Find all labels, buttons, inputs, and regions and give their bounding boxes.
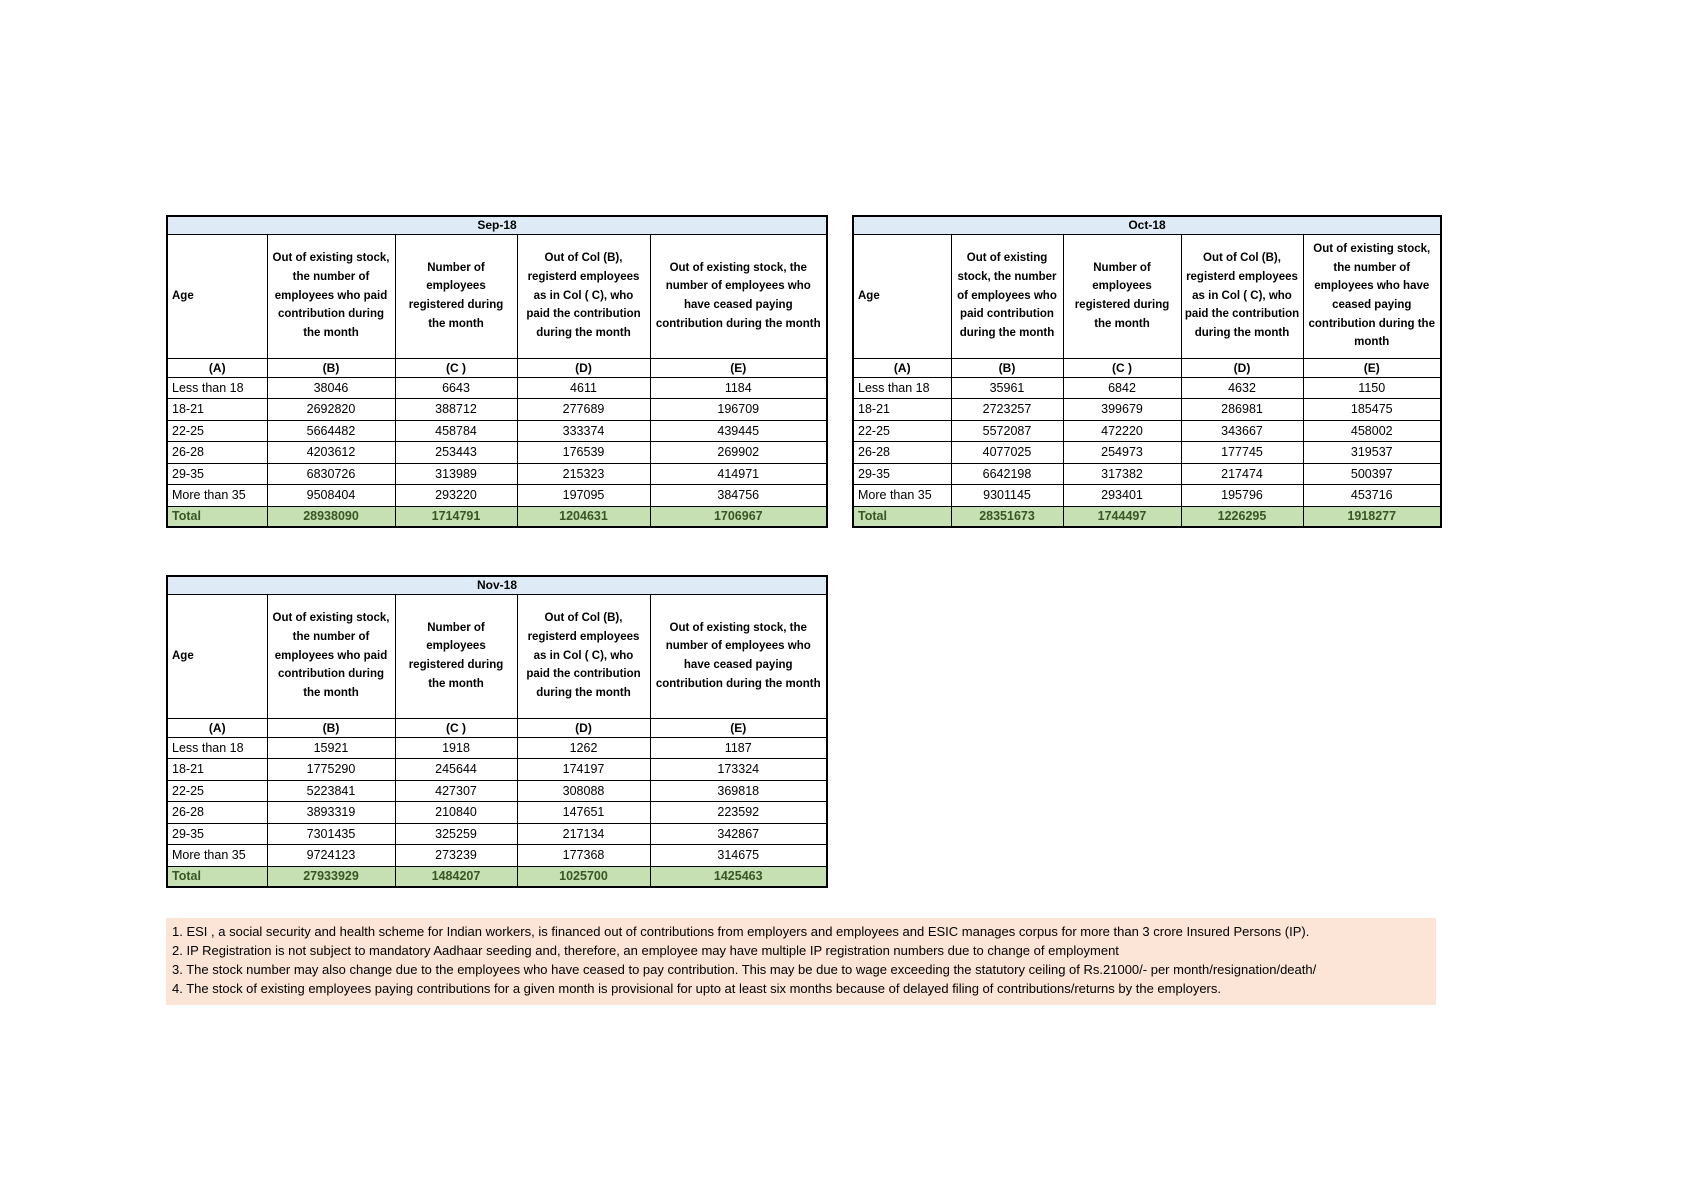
footnote-1: 1. ESI , a social security and health scheme for Indian workers, is financed out of contributions from employers and employees and ESIC manages corpus for more than 3 crore Insured Persons (IP). <box>172 924 1310 939</box>
col-letter-b: (B) <box>267 718 395 737</box>
value-cell: 5572087 <box>951 420 1063 442</box>
total-label: Total <box>167 866 267 887</box>
age-cell: 22-25 <box>167 780 267 802</box>
col-letter-b: (B) <box>951 358 1063 377</box>
value-cell: 5223841 <box>267 780 395 802</box>
value-cell: 195796 <box>1181 485 1303 507</box>
value-cell: 6642198 <box>951 463 1063 485</box>
month-title: Nov-18 <box>167 576 827 594</box>
total-value: 28938090 <box>267 506 395 527</box>
total-value: 1918277 <box>1303 506 1441 527</box>
column-letter-row <box>167 358 827 377</box>
col-letter-e: (E) <box>650 718 827 737</box>
col-letter-d: (D) <box>517 718 650 737</box>
total-value: 28351673 <box>951 506 1063 527</box>
age-cell: 18-21 <box>167 759 267 781</box>
col-header-paid-contribution: Out of existing stock, the number of employees who paid contribution during the month <box>267 594 395 718</box>
table-row <box>853 463 1441 485</box>
age-cell: 26-28 <box>167 442 267 464</box>
value-cell: 215323 <box>517 463 650 485</box>
col-letter-c: (C ) <box>1063 358 1181 377</box>
value-cell: 1187 <box>650 737 827 759</box>
table-nov-18 <box>166 575 828 888</box>
value-cell: 6643 <box>395 377 517 399</box>
month-title: Sep-18 <box>167 216 827 234</box>
age-cell: 22-25 <box>853 420 951 442</box>
col-letter-d: (D) <box>517 358 650 377</box>
age-cell: 18-21 <box>853 399 951 421</box>
age-cell: 29-35 <box>167 823 267 845</box>
age-cell: Less than 18 <box>167 377 267 399</box>
value-cell: 313989 <box>395 463 517 485</box>
col-header-registered: Number of employees registered during the month <box>395 594 517 718</box>
age-cell: More than 35 <box>167 485 267 507</box>
col-letter-b: (B) <box>267 358 395 377</box>
value-cell: 286981 <box>1181 399 1303 421</box>
total-value: 1714791 <box>395 506 517 527</box>
total-row <box>853 506 1441 527</box>
value-cell: 174197 <box>517 759 650 781</box>
col-letter-a: (A) <box>167 358 267 377</box>
table-row <box>167 802 827 824</box>
col-header-ceased-paying: Out of existing stock, the number of employees who have ceased paying contribution during the month <box>1303 234 1441 358</box>
table-row <box>853 420 1441 442</box>
age-cell: 18-21 <box>167 399 267 421</box>
column-header-row <box>853 234 1441 358</box>
col-header-registered-paid: Out of Col (B), registerd employees as in Col ( C), who paid the contribution during the month <box>517 234 650 358</box>
footnotes-block <box>166 918 1436 1005</box>
age-cell: 26-28 <box>853 442 951 464</box>
total-label: Total <box>167 506 267 527</box>
value-cell: 1775290 <box>267 759 395 781</box>
value-cell: 185475 <box>1303 399 1441 421</box>
table-row <box>167 442 827 464</box>
table-row <box>167 845 827 867</box>
table-row <box>167 420 827 442</box>
value-cell: 293401 <box>1063 485 1181 507</box>
table-row <box>167 399 827 421</box>
total-row <box>167 866 827 887</box>
footnote-2: 2. IP Registration is not subject to mandatory Aadhaar seeding and, therefore, an employee may have multiple IP registration numbers due to change of employment <box>172 943 1119 958</box>
col-header-age: Age <box>167 234 267 358</box>
month-title: Oct-18 <box>853 216 1441 234</box>
col-letter-c: (C ) <box>395 358 517 377</box>
col-header-registered: Number of employees registered during the month <box>395 234 517 358</box>
col-letter-d: (D) <box>1181 358 1303 377</box>
table-row <box>167 485 827 507</box>
value-cell: 176539 <box>517 442 650 464</box>
col-header-age: Age <box>853 234 951 358</box>
value-cell: 7301435 <box>267 823 395 845</box>
value-cell: 439445 <box>650 420 827 442</box>
column-header-row <box>167 234 827 358</box>
value-cell: 217134 <box>517 823 650 845</box>
age-cell: Less than 18 <box>167 737 267 759</box>
value-cell: 254973 <box>1063 442 1181 464</box>
col-header-age: Age <box>167 594 267 718</box>
value-cell: 308088 <box>517 780 650 802</box>
column-letter-row <box>167 718 827 737</box>
value-cell: 388712 <box>395 399 517 421</box>
value-cell: 9724123 <box>267 845 395 867</box>
value-cell: 6830726 <box>267 463 395 485</box>
value-cell: 177368 <box>517 845 650 867</box>
footnote-3: 3. The stock number may also change due to the employees who have ceased to pay contribution. This may be due to wage exceeding the statutory ceiling of Rs.21000/- per month/resignation/death/ <box>172 962 1317 977</box>
column-header-row <box>167 594 827 718</box>
total-value: 1226295 <box>1181 506 1303 527</box>
total-value: 1484207 <box>395 866 517 887</box>
value-cell: 173324 <box>650 759 827 781</box>
value-cell: 277689 <box>517 399 650 421</box>
age-cell: 22-25 <box>167 420 267 442</box>
value-cell: 472220 <box>1063 420 1181 442</box>
col-letter-a: (A) <box>853 358 951 377</box>
value-cell: 384756 <box>650 485 827 507</box>
value-cell: 1150 <box>1303 377 1441 399</box>
value-cell: 453716 <box>1303 485 1441 507</box>
value-cell: 4632 <box>1181 377 1303 399</box>
value-cell: 369818 <box>650 780 827 802</box>
table-row <box>853 442 1441 464</box>
value-cell: 38046 <box>267 377 395 399</box>
value-cell: 5664482 <box>267 420 395 442</box>
value-cell: 1918 <box>395 737 517 759</box>
value-cell: 293220 <box>395 485 517 507</box>
value-cell: 15921 <box>267 737 395 759</box>
value-cell: 333374 <box>517 420 650 442</box>
month-header-row <box>853 216 1441 234</box>
value-cell: 2723257 <box>951 399 1063 421</box>
value-cell: 6842 <box>1063 377 1181 399</box>
table-row <box>167 737 827 759</box>
value-cell: 4077025 <box>951 442 1063 464</box>
value-cell: 427307 <box>395 780 517 802</box>
value-cell: 314675 <box>650 845 827 867</box>
col-header-paid-contribution: Out of existing stock, the number of employees who paid contribution during the month <box>267 234 395 358</box>
value-cell: 147651 <box>517 802 650 824</box>
value-cell: 4611 <box>517 377 650 399</box>
value-cell: 217474 <box>1181 463 1303 485</box>
value-cell: 458002 <box>1303 420 1441 442</box>
value-cell: 500397 <box>1303 463 1441 485</box>
table-sep-18 <box>166 215 828 528</box>
value-cell: 325259 <box>395 823 517 845</box>
col-letter-c: (C ) <box>395 718 517 737</box>
total-value: 1204631 <box>517 506 650 527</box>
value-cell: 342867 <box>650 823 827 845</box>
value-cell: 399679 <box>1063 399 1181 421</box>
value-cell: 458784 <box>395 420 517 442</box>
col-header-ceased-paying: Out of existing stock, the number of employees who have ceased paying contribution during the month <box>650 234 827 358</box>
table-row <box>167 759 827 781</box>
table-row <box>167 823 827 845</box>
total-value: 1025700 <box>517 866 650 887</box>
table-row <box>853 377 1441 399</box>
age-cell: More than 35 <box>853 485 951 507</box>
value-cell: 197095 <box>517 485 650 507</box>
value-cell: 273239 <box>395 845 517 867</box>
total-label: Total <box>853 506 951 527</box>
month-header-row <box>167 576 827 594</box>
total-value: 27933929 <box>267 866 395 887</box>
total-row <box>167 506 827 527</box>
col-letter-a: (A) <box>167 718 267 737</box>
total-value: 1744497 <box>1063 506 1181 527</box>
total-value: 1425463 <box>650 866 827 887</box>
value-cell: 3893319 <box>267 802 395 824</box>
value-cell: 2692820 <box>267 399 395 421</box>
value-cell: 9301145 <box>951 485 1063 507</box>
value-cell: 269902 <box>650 442 827 464</box>
footnote-4: 4. The stock of existing employees paying contributions for a given month is provisional for upto at least six months because of delayed filing of contributions/returns by the employers. <box>172 981 1221 996</box>
age-cell: 26-28 <box>167 802 267 824</box>
value-cell: 196709 <box>650 399 827 421</box>
table-row <box>853 399 1441 421</box>
col-header-ceased-paying: Out of existing stock, the number of employees who have ceased paying contribution during the month <box>650 594 827 718</box>
table-row <box>167 377 827 399</box>
col-header-registered: Number of employees registered during the month <box>1063 234 1181 358</box>
age-cell: Less than 18 <box>853 377 951 399</box>
column-letter-row <box>853 358 1441 377</box>
table-row <box>167 463 827 485</box>
value-cell: 1184 <box>650 377 827 399</box>
table-oct-18 <box>852 215 1442 528</box>
month-header-row <box>167 216 827 234</box>
col-header-paid-contribution: Out of existing stock, the number of employees who paid contribution during the month <box>951 234 1063 358</box>
table-row <box>167 780 827 802</box>
age-cell: More than 35 <box>167 845 267 867</box>
col-header-registered-paid: Out of Col (B), registerd employees as in Col ( C), who paid the contribution during the month <box>1181 234 1303 358</box>
col-letter-e: (E) <box>1303 358 1441 377</box>
value-cell: 9508404 <box>267 485 395 507</box>
value-cell: 177745 <box>1181 442 1303 464</box>
value-cell: 317382 <box>1063 463 1181 485</box>
value-cell: 223592 <box>650 802 827 824</box>
value-cell: 253443 <box>395 442 517 464</box>
value-cell: 343667 <box>1181 420 1303 442</box>
table-row <box>853 485 1441 507</box>
value-cell: 210840 <box>395 802 517 824</box>
value-cell: 245644 <box>395 759 517 781</box>
col-letter-e: (E) <box>650 358 827 377</box>
age-cell: 29-35 <box>167 463 267 485</box>
value-cell: 414971 <box>650 463 827 485</box>
value-cell: 35961 <box>951 377 1063 399</box>
value-cell: 4203612 <box>267 442 395 464</box>
value-cell: 1262 <box>517 737 650 759</box>
value-cell: 319537 <box>1303 442 1441 464</box>
age-cell: 29-35 <box>853 463 951 485</box>
col-header-registered-paid: Out of Col (B), registerd employees as in Col ( C), who paid the contribution during the month <box>517 594 650 718</box>
total-value: 1706967 <box>650 506 827 527</box>
